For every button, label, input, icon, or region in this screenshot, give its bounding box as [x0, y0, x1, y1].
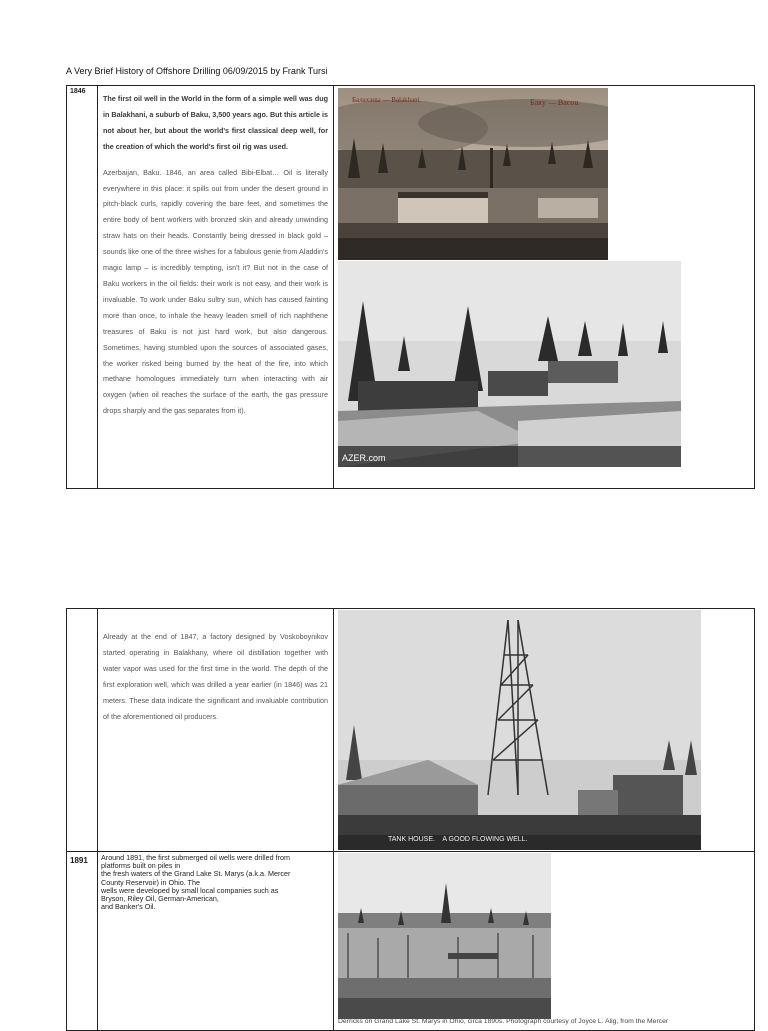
year-cell — [66, 85, 98, 489]
year-cell-empty — [66, 608, 98, 852]
derricks-photo — [338, 261, 681, 467]
year-cell — [66, 851, 98, 1031]
intro-paragraph: The first oil well in the World in the form of a simple well was dug in Balakhani, a suburb of Baku, 3,500 years ago. But this article is not about her, but about the world's first classical deep well, for the creation of which the world's first oil rig was used. — [103, 94, 328, 151]
line-6: Bryson, Riley Oil, German-American, — [101, 894, 219, 904]
body-paragraph: Azerbaijan, Baku. 1846, an area called Bibi-Elbat… Oil is literally everywhere in this place: it spills out from under the desert ground in pitch-black curls, rapidly covering the bare feet, and sometimes the entire body of bent workers with bronzed skin and already unwinding straw hats on their heads. Constantly being dressed in black gold – sounds like one of the three wishes for a fabulous genie from Aladdin's magic lamp – is incredibly tempting, isn't it? But not in the case of Baku workers in the oil fields: their work is not easy, and their work is invaluable. To work under Baku sultry sun, which has caused fainting more than once, to inhale the heavy leaden smell of rich naphthene treasures of Baku is not just hard work, but also dangerous. Sometimes, having stumbled upon the sources of associated gases, the worker risked being burned by the heat of the fire, into which methane homologues immediately turn when interacting with air oxygen (when oil reaches the surface of the earth, the gas pressure drops sharply and the gas separates from it). — [103, 167, 328, 416]
photo-label-left: Балаханы — Balakhani. — [352, 96, 422, 104]
line-3: the fresh waters of the Grand Lake St. Marys (a.k.a. Mercer — [101, 869, 291, 879]
body-paragraph: Already at the end of 1847, a factory designed by Voskoboynikov started operating in Balakhany, where oil distillation together with water vapor was used for the first time in the world. The depth of the first exploration well, which was drilled a year earlier (in 1846) was 21 meters. These data indicate the significant and invaluable contribution of the aforementioned oil producers. — [103, 632, 328, 721]
line-5: wells were developed by small local companies such as — [101, 885, 279, 895]
photo-caption: TANK HOUSE. A GOOD FLOWING WELL. — [388, 836, 528, 843]
balakhani-photo — [338, 88, 608, 260]
flowing-well-photo — [338, 610, 701, 850]
photo-label-right: Баку — Bacou — [530, 98, 579, 107]
line-2: platforms built on piles in — [101, 861, 181, 871]
document-title: A Very Brief History of Offshore Drilling 06/09/2015 by Frank Tursi — [66, 66, 328, 76]
line-1: Around 1891, the first submerged oil wells were drilled from — [101, 853, 290, 862]
year-label: 1846 — [70, 88, 86, 95]
watermark: AZER.com — [342, 453, 386, 463]
photo-caption: Derricks on Grand Lake St. Marys in Ohio, circa 1890s. Photograph courtesy of Joyce L. Alig, from the Mercer — [338, 1018, 669, 1025]
line-7: and Banker's Oil. — [101, 902, 156, 912]
text-cell — [97, 85, 334, 489]
year-label: 1891 — [70, 856, 88, 865]
grand-lake-photo — [338, 853, 551, 1019]
text-cell — [97, 608, 334, 852]
text-cell — [97, 851, 334, 1031]
line-4: County Reservoir) in Ohio. The — [101, 877, 200, 887]
